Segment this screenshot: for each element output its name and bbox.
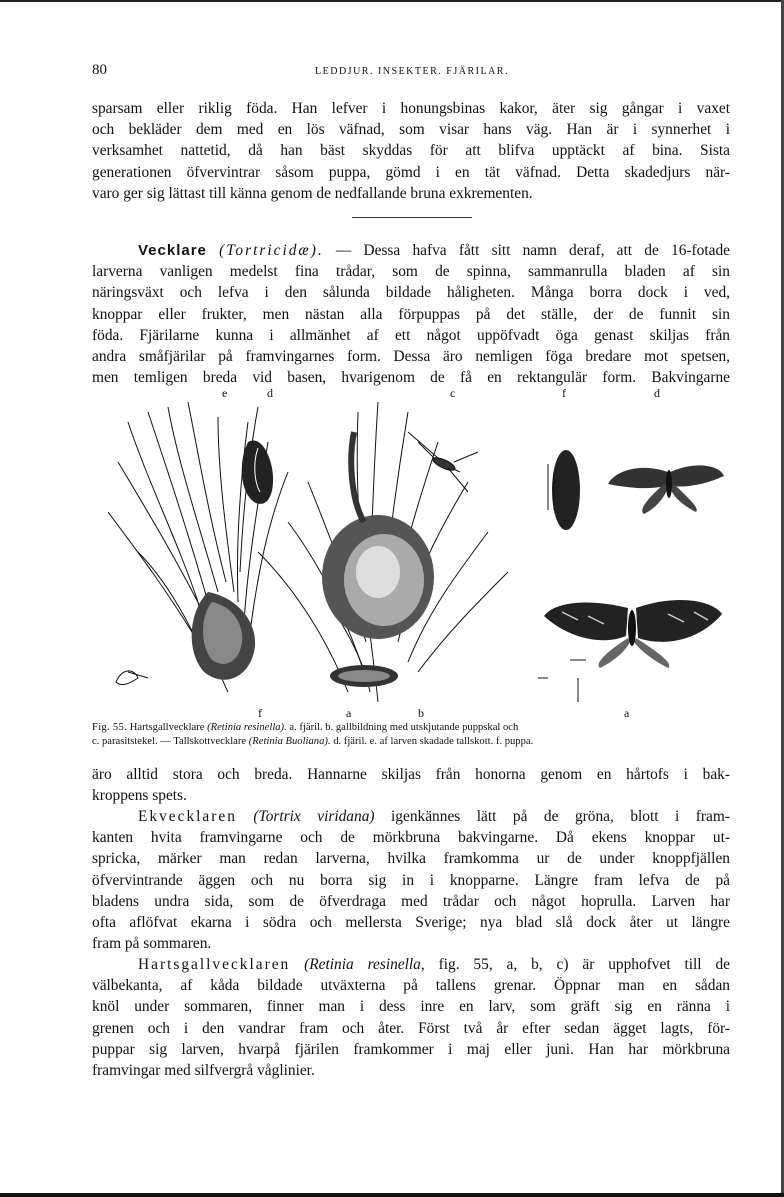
- figure-letter: b: [418, 706, 424, 720]
- species-latin: (Retinia resinella,: [304, 956, 425, 973]
- text-line: sparsam eller riklig föda. Han lefver i honungsbinas kakor, äter sig gångar i vaxet: [92, 100, 730, 117]
- text-line: knoppar eller frukter, men nästan alla förpuppas på det ställe, der de funnit sin: [92, 305, 730, 323]
- text-line: äro alltid stora och breda. Hannarne skiljas från honorna genom en hårtofs i bak-: [92, 766, 730, 783]
- text-fragment: fig. 55, a, b, c) är upphofvet till de: [438, 956, 730, 973]
- engraving-illustration: [108, 402, 728, 704]
- section-heading: Vecklare: [138, 242, 207, 259]
- figure-bottom-letters: [92, 706, 732, 722]
- figure-letter: c: [450, 386, 456, 400]
- text-fragment: igenkännes lätt på de gröna, blott i fram-: [391, 808, 730, 825]
- text-line: men temligen breda vid basen, hvarigenom de få en rektangulär form. Bakvingarne: [92, 369, 730, 387]
- paragraph-vecklare: [92, 240, 730, 388]
- paragraph-honeybee-moth: [92, 98, 730, 204]
- section-latin-name: (Tortricidæ).: [219, 242, 324, 259]
- figure-letter: f: [562, 386, 566, 400]
- text-line: välbekanta, af kåda bildade utväxterna på tallens grenar. Öppnar man en sådan: [92, 977, 730, 995]
- section-heading-line: [92, 240, 730, 261]
- text-line: varo ger sig lättast till känna genom de nedfallande bruna exkrementen.: [92, 184, 533, 202]
- caption-text: c. parasitstekel. — Tallskottvecklare: [92, 736, 247, 747]
- figure-letter: a: [624, 706, 630, 720]
- text-line: och bekläder dem med en lös väfnad, som visar hans väg. Han är i synnerhet i: [92, 121, 730, 139]
- figure-letter: d: [654, 386, 660, 400]
- species-name: Ekvecklaren: [138, 808, 237, 825]
- text-line: bladens undra sida, som de öfverdraga med trådar och något hoprulla. Larven har: [92, 892, 730, 910]
- figure-55-illustration: [108, 402, 728, 704]
- text-line: föda. Fjärilarne kunna i allmänhet af ett något uppöfvadt öga genast skiljas från: [92, 326, 730, 344]
- text-line: larverna vanligen medelst fina trådar, som de spinna, sammanrulla bladen af sin: [92, 263, 730, 281]
- text-line: spricka, märker man redan larverna, hvilka framkomma ur de under knoppfjällen: [92, 850, 730, 868]
- page-number: 80: [92, 62, 107, 78]
- paragraph-hartsgallvecklaren: [92, 954, 730, 1081]
- text-line: [92, 806, 730, 827]
- section-divider: [352, 217, 472, 218]
- figure-letter: f: [258, 706, 262, 720]
- figure-letter: d: [267, 386, 273, 400]
- text-line: generationen öfvervintrar såsom puppa, gömd i en tät väfnad. Detta skadedjurs när-: [92, 163, 730, 181]
- text-line: [92, 954, 730, 975]
- running-head: LEDDJUR. INSEKTER. FJÄRILAR.: [315, 66, 509, 77]
- caption-text: a. fjäril. b. gallbildning med utskjutande puppskal och: [289, 722, 519, 733]
- text-line: puppar sig larven, hvarpå fjärilen framkommer i maj eller juni. Han har mörkbruna: [92, 1040, 730, 1058]
- scan-top-edge: [0, 0, 784, 2]
- caption-line: [92, 721, 730, 735]
- page-header: [92, 62, 732, 82]
- text-line: grenen och i den vandrar fram och åter. Först två år efter sedan ägget lagts, för-: [92, 1019, 730, 1037]
- text-line: fram på sommaren.: [92, 935, 212, 953]
- text-line: kroppens spets.: [92, 787, 187, 805]
- text-fragment: — Dessa hafva fått sitt namn deraf, att de 16-fotade: [335, 242, 730, 259]
- moth-tallskottvecklare: [608, 465, 724, 514]
- caption-latin: (Retinia resinella).: [207, 722, 287, 733]
- paragraph-ekvecklaren: [92, 806, 730, 954]
- scan-bottom-edge: [0, 1193, 784, 1197]
- text-line: verksamhet nattetid, då han bäst skyddas för att blifva upptäckt af bina. Sista: [92, 142, 730, 160]
- species-latin: (Tortrix viridana): [253, 808, 375, 825]
- text-line: andra småfjärilar på framvingarnes form. Dessa äro nemligen föga bredare mot spetsen,: [92, 347, 730, 365]
- caption-line: [92, 735, 730, 749]
- paragraph-hindwings: [92, 764, 730, 806]
- pupa-figure: [548, 450, 580, 530]
- text-line: ofta aflöfvat ekarna i södra och mellersta Sverige; nya blad slå dock åter ut längre: [92, 913, 730, 931]
- caption-text: Hartsgallvecklare: [129, 722, 205, 733]
- text-line: kanten hvita framvingarne och de mörkbruna bakvingarne. Då ekens knoppar ut-: [92, 829, 730, 847]
- figure-caption: [92, 721, 730, 749]
- engraver-monogram: [116, 671, 148, 685]
- text-line: öfvervintrande äggen och nu borra sig in i knopparne. Längre fram lefva de på: [92, 871, 730, 889]
- text-line: framvingar med silfvergrå våglinier.: [92, 1061, 315, 1079]
- figure-letter: a: [346, 706, 352, 720]
- species-name: Hartsgallvecklaren: [138, 956, 291, 973]
- moth-hartsgallvecklare: [544, 600, 722, 668]
- figure-label: Fig. 55.: [92, 722, 128, 733]
- text-line: näringsväxt och lefva i den sålunda bildade håligheten. Många borra dock i ved,: [92, 284, 730, 302]
- text-line: knöl under sommaren, finner man i dess inre en larv, som gräft sig en ränna i: [92, 998, 730, 1016]
- caption-latin: (Retinia Buoliana).: [248, 736, 331, 747]
- caption-text: d. fjäril. e. af larven skadade tallskott. f. puppa.: [333, 736, 534, 747]
- size-indicator: [538, 660, 586, 702]
- figure-letter: e: [222, 386, 228, 400]
